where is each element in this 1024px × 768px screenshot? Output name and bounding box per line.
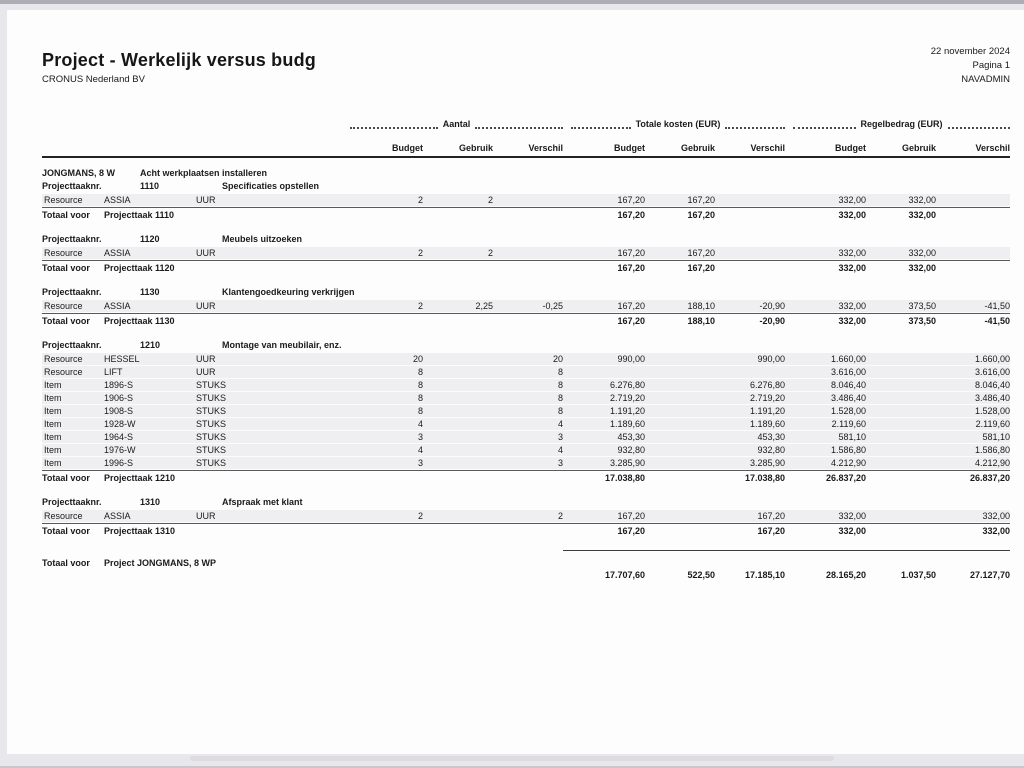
task-description: Specificaties opstellen: [222, 181, 320, 191]
cell-no: ASSIA: [104, 511, 131, 521]
table-row: [42, 194, 1010, 207]
cell-value: 8: [417, 367, 423, 377]
cell-value: 188,10: [687, 301, 715, 311]
cell-value: 1.528,00: [974, 406, 1010, 416]
cell-type: Resource: [44, 248, 83, 258]
cell-type: Item: [44, 393, 62, 403]
dotted-leader: [725, 119, 785, 129]
cell-value: 2.119,60: [975, 419, 1010, 429]
total-name: Projecttaak 1120: [104, 263, 175, 273]
grand-total-block: [42, 550, 1010, 580]
cell-value: 932,80: [617, 445, 645, 455]
report-user: NAVADMIN: [961, 74, 1010, 85]
cell-value: 332,00: [838, 511, 866, 521]
cell-unit: UUR: [196, 248, 216, 258]
column-header: Budget: [392, 143, 423, 153]
total-label: Totaal voor: [42, 263, 90, 273]
table-row: [42, 247, 1010, 260]
cell-value: 453,30: [757, 432, 785, 442]
total-value: 332,00: [908, 263, 936, 273]
cell-type: Resource: [44, 367, 83, 377]
task-label: Projecttaaknr.: [42, 234, 102, 244]
total-value: -41,50: [984, 316, 1010, 326]
cell-type: Resource: [44, 195, 83, 205]
page-title: Project - Werkelijk versus budg: [42, 50, 316, 70]
cell-unit: STUKS: [196, 458, 227, 468]
task-total-row: [42, 523, 1010, 537]
column-header: Gebruik: [458, 143, 493, 153]
dotted-leader: [350, 119, 438, 129]
total-label: Totaal voor: [42, 558, 90, 568]
report-table: [42, 117, 1010, 580]
grand-total-value: 17.707,60: [604, 570, 645, 580]
cell-value: 1.586,80: [830, 445, 866, 455]
cell-value: 3.616,00: [830, 367, 866, 377]
total-value: 167,20: [617, 526, 645, 536]
cell-value: 3.616,00: [974, 367, 1010, 377]
group-aantal: [292, 117, 563, 129]
grand-total-value: 28.165,20: [825, 570, 866, 580]
cell-value: 167,20: [617, 195, 645, 205]
total-value: 373,50: [908, 316, 936, 326]
task-label: Projecttaaknr.: [42, 287, 102, 297]
cell-value: 8.046,40: [830, 380, 866, 390]
cell-no: 1896-S: [104, 380, 134, 390]
column-header: Verschil: [528, 143, 563, 153]
total-value: 26.837,20: [969, 473, 1010, 483]
project-header-row: [42, 168, 1010, 181]
cell-value: 3.486,40: [830, 393, 866, 403]
task-description: Montage van meubilair, enz.: [222, 340, 342, 350]
cell-value: 932,80: [757, 445, 785, 455]
total-label: Totaal voor: [42, 316, 90, 326]
cell-unit: UUR: [196, 301, 216, 311]
cell-unit: STUKS: [196, 393, 227, 403]
cell-value: 1.586,80: [974, 445, 1010, 455]
grand-total-value: 17.185,10: [744, 570, 785, 580]
cell-no: HESSEL: [104, 354, 140, 364]
header-rule: [42, 156, 1010, 158]
grand-total-rule: [563, 550, 1010, 551]
task-section: [42, 287, 1010, 327]
cell-value: 6.276,80: [609, 380, 645, 390]
task-header-row: [42, 287, 1010, 300]
cell-value: 2: [417, 511, 423, 521]
total-value: 17.038,80: [744, 473, 785, 483]
task-number: 1110: [140, 181, 160, 191]
cell-value: 3.486,40: [974, 393, 1010, 403]
cell-value: 1.660,00: [974, 354, 1010, 364]
column-header: Verschil: [750, 143, 785, 153]
total-value: 188,10: [687, 316, 715, 326]
cell-value: 581,10: [982, 432, 1010, 442]
column-header: Budget: [835, 143, 866, 153]
column-header: Gebruik: [680, 143, 715, 153]
cell-value: 167,20: [617, 511, 645, 521]
cell-unit: STUKS: [196, 432, 227, 442]
dotted-leader: [571, 119, 631, 129]
cell-value: 332,00: [838, 248, 866, 258]
cell-value: 332,00: [838, 195, 866, 205]
cell-value: 332,00: [982, 511, 1010, 521]
cell-value: 4: [417, 419, 423, 429]
task-total-row: [42, 470, 1010, 484]
group-label: Aantal: [442, 119, 471, 129]
cell-type: Resource: [44, 301, 83, 311]
cell-value: 167,20: [687, 248, 715, 258]
dotted-leader: [475, 119, 563, 129]
cell-value: 8: [557, 380, 563, 390]
cell-value: 1.189,60: [749, 419, 785, 429]
cell-value: 3: [557, 458, 563, 468]
total-value: 26.837,20: [825, 473, 866, 483]
cell-value: 2.719,20: [749, 393, 785, 403]
total-label: Totaal voor: [42, 473, 90, 483]
total-name: Projecttaak 1310: [104, 526, 176, 536]
grand-total-value: 1.037,50: [900, 570, 936, 580]
task-header-row: [42, 181, 1010, 194]
report-page: [7, 10, 1024, 754]
cell-value: 8: [417, 380, 423, 390]
cell-value: 453,30: [617, 432, 645, 442]
cell-value: 6.276,80: [749, 380, 785, 390]
column-group-header-row: [42, 117, 1010, 129]
cell-no: 1976-W: [104, 445, 136, 455]
cell-value: 2: [417, 248, 423, 258]
total-name: Projecttaak 1110: [104, 210, 175, 220]
cell-value: 20: [412, 354, 423, 364]
cell-value: 4: [557, 445, 563, 455]
total-value: 167,20: [617, 316, 645, 326]
cell-value: 2: [557, 511, 563, 521]
cell-value: 2,25: [475, 301, 493, 311]
total-label: Totaal voor: [42, 526, 90, 536]
project-code: JONGMANS, 8 W: [42, 168, 116, 178]
total-value: 17.038,80: [604, 473, 645, 483]
cell-unit: STUKS: [196, 406, 227, 416]
cell-type: Item: [44, 380, 62, 390]
cell-value: 2: [417, 195, 423, 205]
grand-total-value: 522,50: [687, 570, 715, 580]
cell-value: 3.285,90: [749, 458, 785, 468]
cell-value: 4: [417, 445, 423, 455]
cell-no: ASSIA: [104, 301, 131, 311]
table-row: [42, 392, 1010, 405]
total-value: 332,00: [838, 263, 866, 273]
cell-value: 8.046,40: [974, 380, 1010, 390]
cell-value: 2.119,60: [831, 419, 866, 429]
cell-value: -20,90: [759, 301, 785, 311]
group-label: Totale kosten (EUR): [635, 119, 721, 129]
cell-value: 8: [557, 393, 563, 403]
cell-unit: STUKS: [196, 419, 227, 429]
cell-value: 20: [552, 354, 563, 364]
company-name: CRONUS Nederland BV: [42, 74, 145, 85]
cell-value: 3: [417, 458, 423, 468]
table-row: [42, 366, 1010, 379]
cell-value: 581,10: [838, 432, 866, 442]
report-header-right: [931, 45, 1010, 87]
cell-value: 3.285,90: [609, 458, 645, 468]
group-label: Regelbedrag (EUR): [860, 119, 943, 129]
cell-unit: UUR: [196, 354, 216, 364]
cell-value: 4.212,90: [974, 458, 1010, 468]
total-value: 167,20: [687, 263, 715, 273]
cell-value: -0,25: [542, 301, 563, 311]
cell-value: 8: [417, 393, 423, 403]
report-header: [42, 45, 1010, 87]
cell-value: 1.191,20: [609, 406, 645, 416]
cell-type: Item: [44, 419, 62, 429]
project-description: Acht werkplaatsen installeren: [140, 168, 268, 178]
task-section: [42, 234, 1010, 274]
group-totale-kosten: [563, 117, 785, 129]
cell-no: 1906-S: [104, 393, 134, 403]
cell-value: 1.189,60: [609, 419, 645, 429]
left-margin-strip: [0, 10, 7, 754]
cell-unit: UUR: [196, 367, 216, 377]
task-number: 1310: [140, 497, 161, 507]
table-row: [42, 457, 1010, 470]
task-number: 1210: [140, 340, 161, 350]
table-row: [42, 300, 1010, 313]
report-date: 22 november 2024: [930, 46, 1010, 57]
task-total-row: [42, 260, 1010, 274]
task-section: [42, 181, 1010, 221]
cell-value: 167,20: [617, 301, 645, 311]
page-number: Pagina 1: [972, 60, 1010, 71]
total-value: 332,00: [838, 316, 866, 326]
cell-type: Resource: [44, 511, 83, 521]
column-header: Gebruik: [901, 143, 936, 153]
cell-no: ASSIA: [104, 195, 131, 205]
cell-unit: STUKS: [196, 445, 227, 455]
cell-type: Item: [44, 432, 62, 442]
dotted-leader: [948, 119, 1011, 129]
total-value: 167,20: [757, 526, 785, 536]
column-header: Budget: [614, 143, 645, 153]
cell-value: 332,00: [908, 195, 936, 205]
total-value: 332,00: [838, 210, 866, 220]
cell-value: 373,50: [908, 301, 936, 311]
cell-value: -41,50: [984, 301, 1010, 311]
cell-value: 1.660,00: [830, 354, 866, 364]
cell-value: 2: [487, 248, 493, 258]
task-number: 1120: [140, 234, 160, 244]
task-header-row: [42, 497, 1010, 510]
table-row: [42, 379, 1010, 392]
cell-type: Item: [44, 458, 62, 468]
table-row: [42, 510, 1010, 523]
column-header: Verschil: [975, 143, 1010, 153]
cell-value: 167,20: [687, 195, 715, 205]
task-total-row: [42, 313, 1010, 327]
cell-no: 1964-S: [104, 432, 134, 442]
total-value: 332,00: [908, 210, 936, 220]
cell-type: Item: [44, 406, 62, 416]
column-header-row: [42, 140, 1010, 153]
total-value: -20,90: [759, 316, 785, 326]
table-row: [42, 418, 1010, 431]
dotted-leader: [793, 119, 856, 129]
cell-value: 3: [557, 432, 563, 442]
cell-no: 1996-S: [104, 458, 134, 468]
grand-total-name: Project JONGMANS, 8 WP: [104, 558, 217, 568]
cell-value: 3: [417, 432, 423, 442]
total-value: 167,20: [617, 263, 645, 273]
task-header-row: [42, 234, 1010, 247]
cell-value: 2: [417, 301, 423, 311]
page-bottom-shadow: [190, 756, 834, 761]
cell-value: 990,00: [757, 354, 785, 364]
task-label: Projecttaaknr.: [42, 497, 102, 507]
cell-type: Item: [44, 445, 62, 455]
cell-value: 990,00: [617, 354, 645, 364]
grand-total-value: 27.127,70: [969, 570, 1010, 580]
total-value: 332,00: [982, 526, 1010, 536]
cell-value: 332,00: [908, 248, 936, 258]
cell-value: 2.719,20: [609, 393, 645, 403]
task-section: [42, 340, 1010, 484]
cell-value: 4: [557, 419, 563, 429]
cell-value: 4.212,90: [830, 458, 866, 468]
report-header-left: [42, 45, 316, 87]
cell-value: 8: [557, 406, 563, 416]
task-label: Projecttaaknr.: [42, 181, 102, 191]
task-total-row: [42, 207, 1010, 221]
cell-type: Resource: [44, 354, 83, 364]
cell-no: 1928-W: [104, 419, 136, 429]
table-row: [42, 405, 1010, 418]
cell-unit: UUR: [196, 195, 216, 205]
table-row: [42, 431, 1010, 444]
cell-value: 332,00: [838, 301, 866, 311]
cell-no: LIFT: [104, 367, 123, 377]
total-value: 167,20: [617, 210, 645, 220]
task-description: Klantengoedkeuring verkrijgen: [222, 287, 355, 297]
group-regelbedrag: [785, 117, 1010, 129]
task-label: Projecttaaknr.: [42, 340, 102, 350]
total-value: 167,20: [687, 210, 715, 220]
task-section: [42, 497, 1010, 537]
task-sections: [42, 181, 1010, 537]
table-row: [42, 353, 1010, 366]
cell-no: 1908-S: [104, 406, 134, 416]
task-number: 1130: [140, 287, 160, 297]
cell-value: 167,20: [617, 248, 645, 258]
total-name: Projecttaak 1130: [104, 316, 175, 326]
task-description: Afspraak met klant: [222, 497, 303, 507]
total-value: 332,00: [838, 526, 866, 536]
cell-value: 8: [557, 367, 563, 377]
total-name: Projecttaak 1210: [104, 473, 176, 483]
grand-total-row: [42, 551, 1010, 580]
cell-value: 8: [417, 406, 423, 416]
task-description: Meubels uitzoeken: [222, 234, 303, 244]
table-row: [42, 444, 1010, 457]
cell-value: 1.191,20: [749, 406, 785, 416]
cell-value: 2: [487, 195, 493, 205]
task-header-row: [42, 340, 1010, 353]
total-label: Totaal voor: [42, 210, 90, 220]
cell-no: ASSIA: [104, 248, 131, 258]
cell-unit: STUKS: [196, 380, 227, 390]
cell-value: 1.528,00: [830, 406, 866, 416]
cell-value: 167,20: [757, 511, 785, 521]
cell-unit: UUR: [196, 511, 216, 521]
